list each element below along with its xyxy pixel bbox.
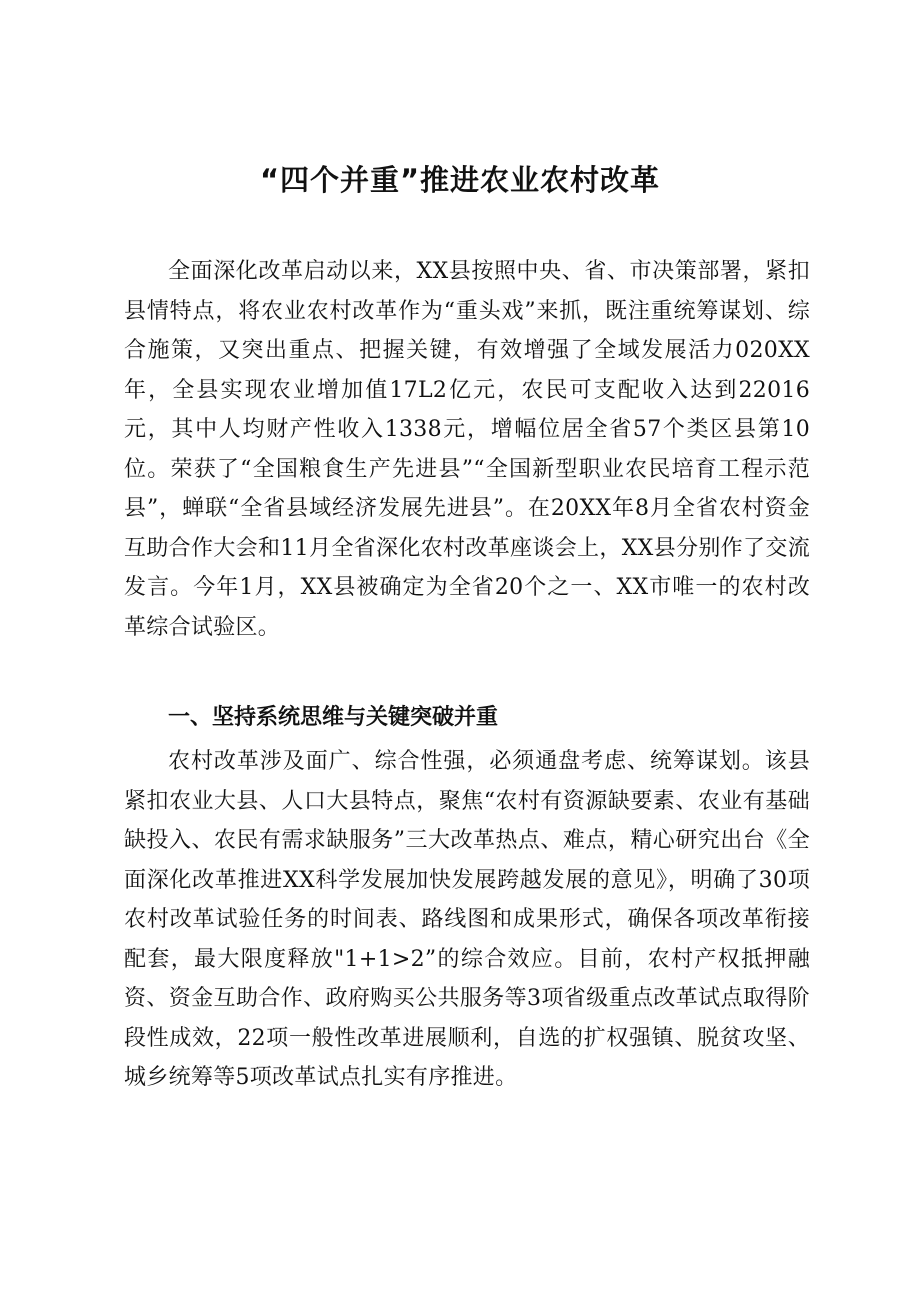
section-heading: 一、坚持系统思维与关键突破并重 — [168, 705, 499, 730]
document-title: “四个并重”推进农业农村改革 — [259, 163, 661, 197]
intro-paragraph: 全面深化改革启动以来，XX县按照中央、省、市决策部署，紧扣县情特点，将农业农村改革作为“重头戏”来抓，既注重统筹谋划、综合施策，又突出重点、把握关键，有效增强了全域发展活力020XX年，全县实现农业增加值17L2亿元，农民可支配收入达到22016元，其中人均财产性收入1338元，增幅位居全省57个类区县第10位。荣获了“全国粮食生产先进县”“全国新型职业农民培育工程示范县”，蝉联“全省县域经济发展先进县”。在20XX年8月全省农村资金互助合作大会和11月全省深化农村改革座谈会上，XX县分别作了交流发言。今年1月，XX县被确定为全省20个之一、XX市唯一的农村改革综合试验区。 — [124, 259, 810, 640]
section-paragraph: 农村改革涉及面广、综合性强，必须通盘考虑、统筹谋划。该县紧扣农业大县、人口大县特点，聚焦“农村有资源缺要素、农业有基础缺投入、农民有需求缺服务”三大改革热点、难点，精心研究出台《全面深化改革推进XX科学发展加快发展跨越发展的意见》，明确了30项农村改革试验任务的时间表、路线图和成果形式，确保各项改革衔接配套，最大限度释放"1+1>2”的综合效应。目前，农村产权抵押融资、资金互助合作、政府购买公共服务等3项省级重点改革试点取得阶段性成效，22项一般性改革进展顺利，自选的扩权强镇、脱贫攻坚、城乡统筹等5项改革试点扎实有序推进。 — [124, 749, 810, 1090]
